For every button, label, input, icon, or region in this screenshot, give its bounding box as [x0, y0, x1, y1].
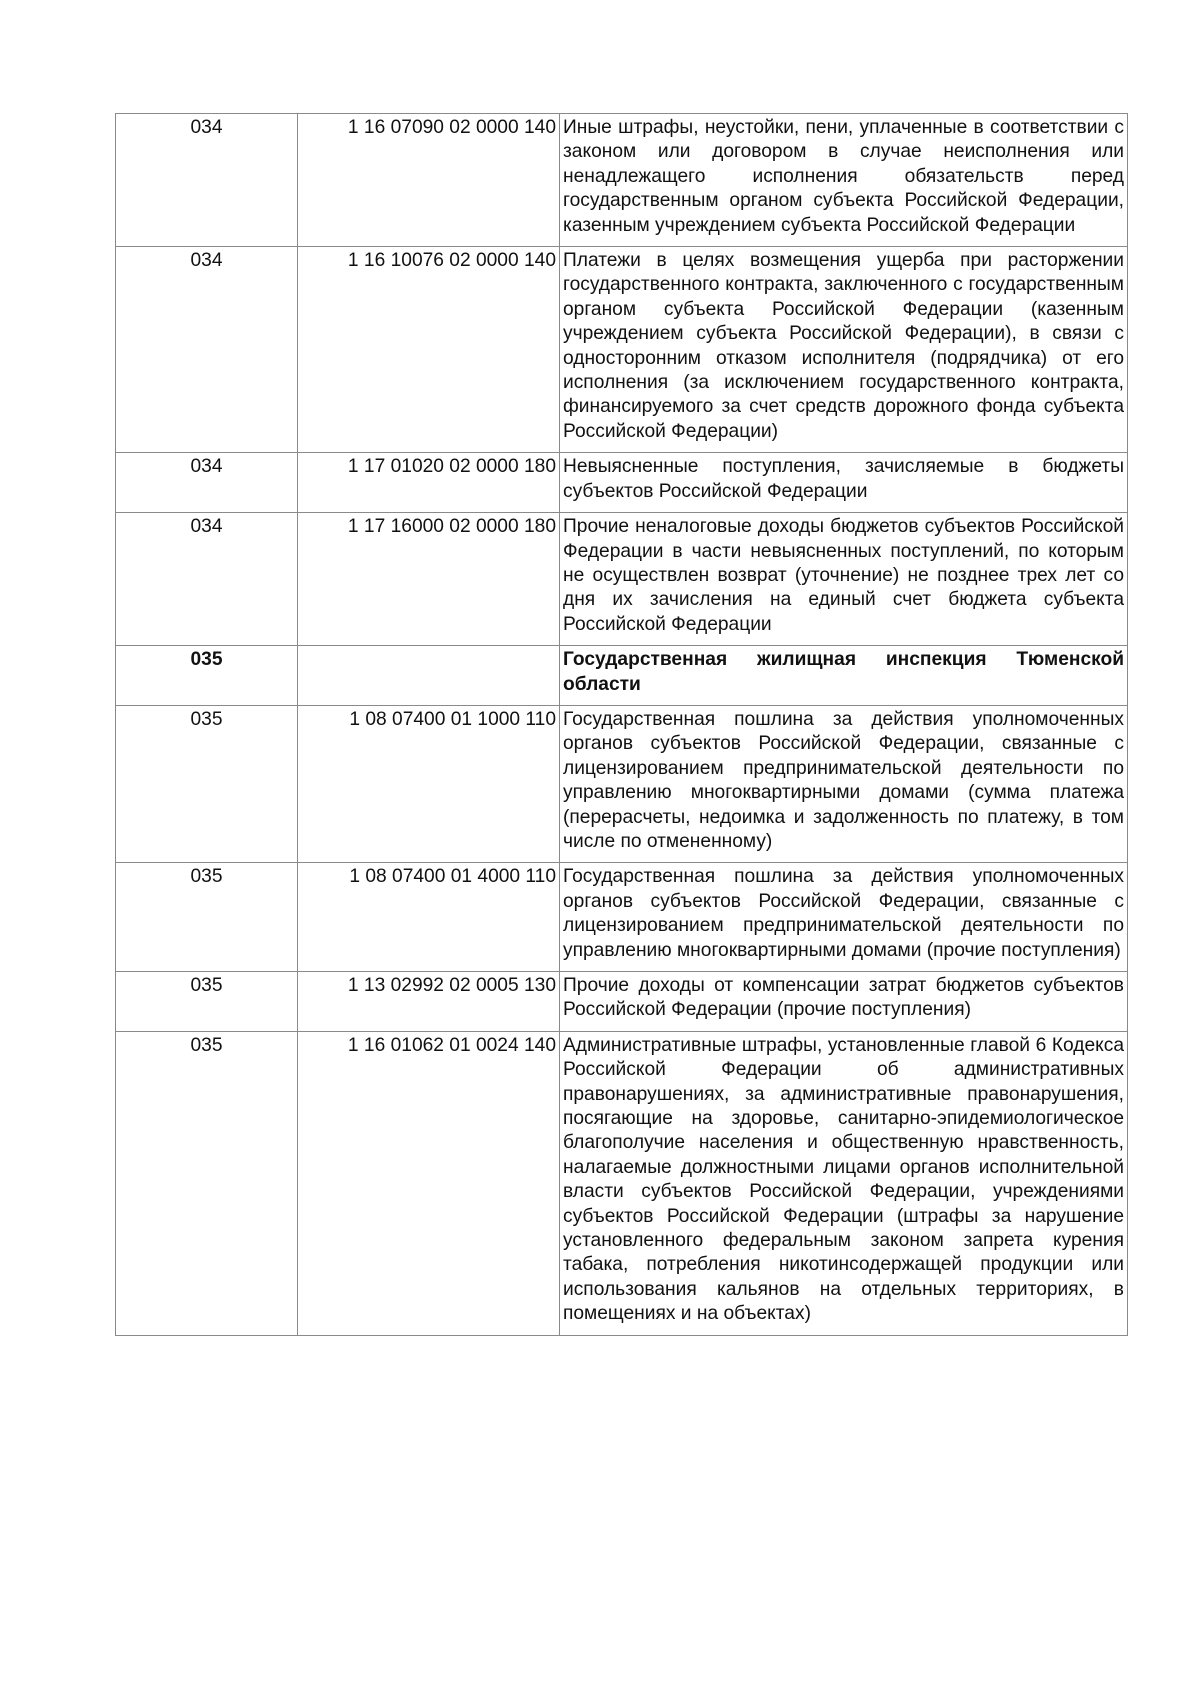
admin-code-cell: 034	[116, 453, 298, 513]
kbk-code-cell: 1 08 07400 01 1000 110	[298, 705, 560, 862]
admin-code-cell: 035	[116, 705, 298, 862]
description-cell: Прочие доходы от компенсации затрат бюджетов субъектов Российской Федерации (прочие поступления)	[560, 972, 1128, 1032]
description-cell: Государственная пошлина за действия уполномоченных органов субъектов Российской Федерации, связанные с лицензированием предпринимательской деятельности по управлению многоквартирными домами (прочие поступления)	[560, 863, 1128, 972]
admin-code-cell: 035	[116, 972, 298, 1032]
description-cell: Платежи в целях возмещения ущерба при расторжении государственного контракта, заключенного с государственным органом субъекта Российской Федерации (казенным учреждением субъекта Российской Федерации), в связи с односторонним отказом исполнителя (подрядчика) от его исполнения (за исключением государственного контракта, финансируемого за счет средств дорожного фонда субъекта Российской Федерации)	[560, 247, 1128, 453]
table-row	[116, 972, 1128, 1032]
kbk-code-cell: 1 16 07090 02 0000 140	[298, 114, 560, 247]
revenue-codes-table	[115, 113, 1128, 1336]
administrator-header-row	[116, 646, 1128, 706]
table-row	[116, 705, 1128, 862]
table-row	[116, 863, 1128, 972]
description-cell: Иные штрафы, неустойки, пени, уплаченные в соответствии с законом или договором в случае неисполнения или ненадлежащего исполнения обязательств перед государственным органом субъекта Российской Федерации, казенным учреждением субъекта Российской Федерации	[560, 114, 1128, 247]
admin-code-cell: 034	[116, 247, 298, 453]
admin-code-cell: 035	[116, 863, 298, 972]
kbk-code-cell: 1 17 01020 02 0000 180	[298, 453, 560, 513]
kbk-code-cell	[298, 646, 560, 706]
description-cell: Прочие неналоговые доходы бюджетов субъектов Российской Федерации в части невыясненных поступлений, по которым не осуществлен возврат (уточнение) не позднее трех лет со дня их зачисления на единый счет бюджета субъекта Российской Федерации	[560, 513, 1128, 646]
kbk-code-cell: 1 16 01062 01 0024 140	[298, 1031, 560, 1335]
admin-code-cell: 035	[116, 1031, 298, 1335]
kbk-code-cell: 1 13 02992 02 0005 130	[298, 972, 560, 1032]
description-cell: Административные штрафы, установленные главой 6 Кодекса Российской Федерации об административных правонарушениях, за административные правонарушения, посягающие на здоровье, санитарно-эпидемиологическое благополучие населения и общественную нравственность, налагаемые должностными лицами органов исполнительной власти субъектов Российской Федерации, учреждениями субъектов Российской Федерации (штрафы за нарушение установленного федеральным законом запрета курения табака, потребления никотинсодержащей продукции или использования кальянов на отдельных территориях, в помещениях и на объектах)	[560, 1031, 1128, 1335]
administrator-name-cell: Государственная жилищная инспекция Тюменской области	[560, 646, 1128, 706]
table-row	[116, 1031, 1128, 1335]
description-cell: Государственная пошлина за действия уполномоченных органов субъектов Российской Федерации, связанные с лицензированием предпринимательской деятельности по управлению многоквартирными домами (сумма платежа (перерасчеты, недоимка и задолженность по платежу, в том числе по отмененному)	[560, 705, 1128, 862]
kbk-code-cell: 1 08 07400 01 4000 110	[298, 863, 560, 972]
kbk-code-cell: 1 16 10076 02 0000 140	[298, 247, 560, 453]
description-cell: Невыясненные поступления, зачисляемые в бюджеты субъектов Российской Федерации	[560, 453, 1128, 513]
table-body	[116, 114, 1128, 1336]
table-row	[116, 453, 1128, 513]
admin-code-cell: 034	[116, 114, 298, 247]
table-row	[116, 114, 1128, 247]
kbk-code-cell: 1 17 16000 02 0000 180	[298, 513, 560, 646]
table-row	[116, 247, 1128, 453]
admin-code-cell: 034	[116, 513, 298, 646]
table-row	[116, 513, 1128, 646]
admin-code-cell: 035	[116, 646, 298, 706]
